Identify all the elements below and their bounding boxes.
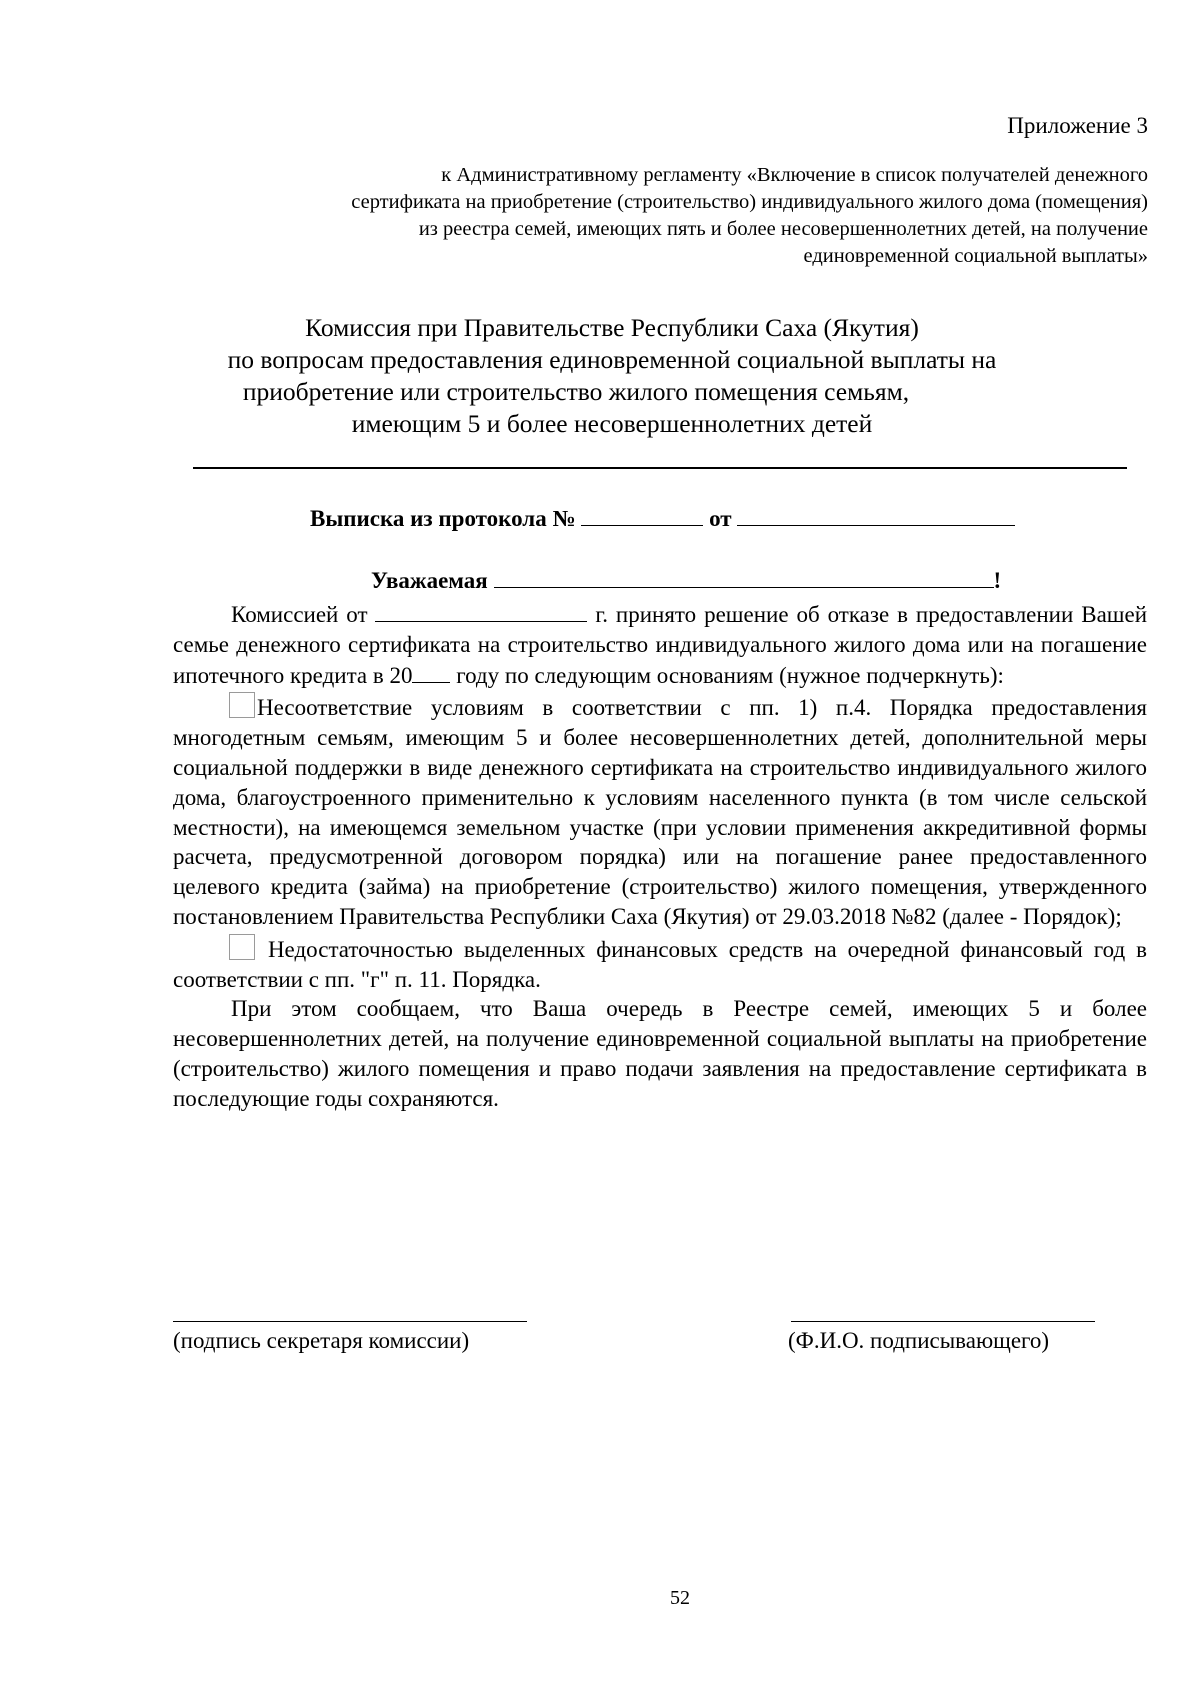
commission-line: Комиссия при Правительстве Республики Саха (Якутия): [305, 313, 919, 342]
protocol-date-blank[interactable]: [737, 503, 1015, 526]
year-suffix-blank[interactable]: [412, 660, 450, 683]
reference-line: к Административному регламенту «Включение в список получателей денежного: [441, 164, 1148, 186]
letter-body: [173, 599, 1147, 1114]
page-number: 52: [670, 1587, 690, 1609]
commission-line: приобретение или строительство жилого помещения семьям,: [242, 377, 910, 406]
signer-name-caption: (Ф.И.О. подписывающего): [788, 1328, 1050, 1353]
signer-name-line[interactable]: [791, 1321, 1095, 1322]
extract-from-label: от: [709, 506, 732, 531]
reason-item-2: [173, 934, 1147, 995]
greeting-exclamation: !: [993, 568, 1002, 593]
decision-text-end: году по следующим основаниям (нужное подчеркнуть):: [450, 662, 1004, 688]
reference-line: из реестра семей, имеющих пять и более несовершеннолетних детей, на получение: [418, 218, 1148, 240]
decision-text-start: Комиссией от: [231, 602, 368, 627]
decision-date-blank[interactable]: [375, 599, 587, 622]
addressee-name-blank[interactable]: [494, 565, 994, 588]
appendix-number: Приложение 3: [1007, 113, 1148, 138]
reason-2-checkbox[interactable]: [229, 934, 255, 960]
commission-line: имеющим 5 и более несовершеннолетних детей: [351, 409, 873, 438]
decision-text-middle: г. принято решение об отказе в предоставлении Вашей семье денежного сертификата на строительство индивидуального жилого дома или на погашение ипотечного кредита в 20: [173, 602, 1148, 688]
greeting-line: [371, 565, 1001, 595]
extract-label: Выписка из протокола №: [310, 506, 576, 531]
protocol-number-blank[interactable]: [581, 503, 703, 526]
reference-line: единовременной социальной выплаты»: [803, 245, 1148, 267]
reason-2-text: Недостаточностью выделенных финансовых средств на очередной финансовый год в соответствии с пп. "г" п. 11. Порядка.: [173, 936, 1147, 992]
reason-1-text: Несоответствие условиям в соответствии с пп. 1) п.4. Порядка предоставления многодетным семьям, имеющим 5 и более несовершеннолетних детей, дополнительной меры социальной поддержки в виде денежного сертификата на строительство индивидуального жилого дома, благоустроенного применительно к условиям населенного пункта (в том числе сельской местности), на имеющемся земельном участке (при условии применения аккредитивной формы расчета, предусмотренной договором порядка) или на погашение ранее предоставленного целевого кредита (займа) на приобретение (строительство) жилого помещения, утвержденного постановлением Правительства Республики Саха (Якутия) от 29.03.2018 №82 (далее - Порядок);: [173, 695, 1147, 929]
commission-line: по вопросам предоставления единовременной социальной выплаты на: [227, 345, 997, 374]
commission-title: [150, 312, 1050, 440]
queue-notice-paragraph: При этом сообщаем, что Ваша очередь в Реестре семей, имеющих 5 и более несовершеннолетних детей, на получение единовременной социальной выплаты на приобретение (строительство) жилого помещения и право подачи заявления на предоставление сертификата в последующие годы сохраняются.: [173, 996, 1147, 1111]
greeting-label: Уважаемая: [371, 568, 488, 593]
protocol-extract-heading: [310, 503, 1015, 533]
reference-line: сертификата на приобретение (строительство) индивидуального жилого дома (помещения): [351, 191, 1148, 213]
reason-item-1: [173, 692, 1147, 931]
decision-paragraph: [173, 599, 1147, 690]
header-separator: [193, 467, 1127, 469]
secretary-signature-caption: (подпись секретаря комиссии): [173, 1328, 470, 1353]
reason-1-checkbox[interactable]: [229, 692, 255, 718]
regulation-reference: [218, 162, 1148, 270]
secretary-signature-line[interactable]: [173, 1321, 527, 1322]
